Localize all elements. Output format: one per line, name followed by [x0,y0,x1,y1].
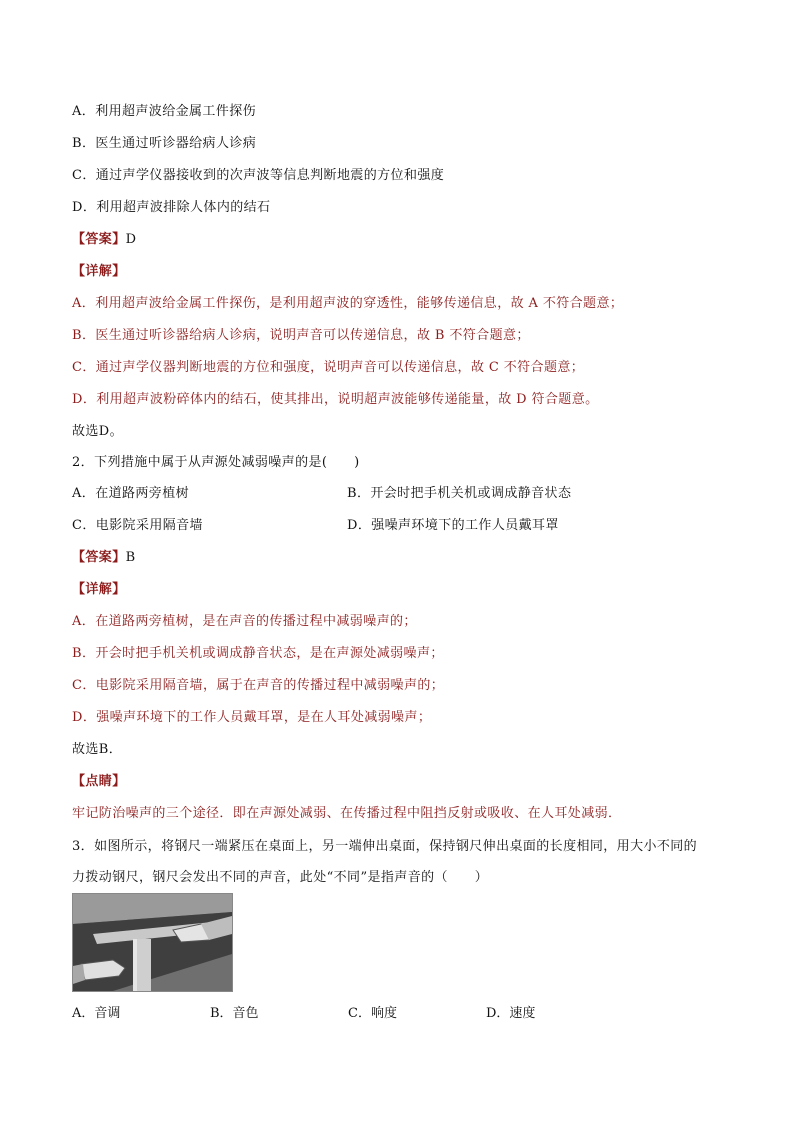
answer-tag: 【答案】 [72,232,126,247]
q2-detail-a: A．在道路两旁植树，是在声音的传播过程中减弱噪声的； [72,614,417,629]
q3-option-b: B．音色 [210,1006,259,1021]
q1-option-c: C．通过声学仪器接收到的次声波等信息判断地震的方位和强度 [72,168,445,183]
q1-option-d: D．利用超声波排除人体内的结石 [72,200,271,215]
q2-detail-d: D．强噪声环境下的工作人员戴耳罩，是在人耳处减弱噪声； [72,710,432,725]
q2-option-c: C．电影院采用隔音墙 [72,518,203,533]
q2-point: 牢记防治噪声的三个途径．即在声源处减弱、在传播过程中阻挡反射或吸收、在人耳处减弱． [72,806,622,821]
q1-detail-a: A．利用超声波给金属工件探伤，是利用超声波的穿透性，能够传递信息，故 A 不符合题意； [72,296,624,311]
answer-value: D [125,232,137,247]
q1-option-b: B．医生通过听诊器给病人诊病 [72,136,257,151]
q2-detail-c: C．电影院采用隔音墙，属于在声音的传播过程中减弱噪声的； [72,678,445,693]
ruler-on-desk-illustration [73,894,232,991]
q2-point-tag: 【点睛】 [72,774,126,789]
q1-detail-d: D．利用超声波粉碎体内的结石，使其排出，说明超声波能够传递能量，故 D 符合题意。 [72,392,599,407]
q2-options-row-1 [72,485,722,503]
ruler-on-desk-photo [72,893,233,992]
q2-detail-b: B．开会时把手机关机或调成静音状态，是在声源处减弱噪声； [72,646,444,661]
q1-answer [72,231,136,249]
q2-detail-tag: 【详解】 [72,582,126,597]
q1-detail-tag: 【详解】 [72,264,126,279]
q1-detail-c: C．通过声学仪器判断地震的方位和强度，说明声音可以传递信息，故 C 不符合题意； [72,360,585,375]
q2-options-row-2 [72,517,722,535]
q3-option-a: A．音调 [72,1006,121,1021]
answer-value: B [125,550,136,565]
q3-option-d: D．速度 [486,1006,536,1021]
q3-stem-line-2: 力拨动钢尺，钢尺会发出不同的声音，此处“不同”是指声音的（ ） [72,870,489,885]
q2-stem: 2．下列措施中属于从声源处减弱噪声的是( ) [72,455,360,470]
q2-option-b: B．开会时把手机关机或调成静音状态 [347,486,572,501]
q2-conclusion: 故选B． [72,742,123,757]
q3-stem-line-1: 3．如图所示，将钢尺一端紧压在桌面上，另一端伸出桌面，保持钢尺伸出桌面的长度相同，用大小不同的 [72,839,698,854]
q3-option-c: C．响度 [348,1006,397,1021]
answer-tag: 【答案】 [72,550,126,565]
q1-conclusion: 故选D。 [72,424,124,439]
q1-option-a: A．利用超声波给金属工件探伤 [72,104,256,119]
q2-option-a: A．在道路两旁植树 [72,486,189,501]
q2-answer [72,549,136,567]
q1-detail-b: B．医生通过听诊器给病人诊病，说明声音可以传递信息，故 B 不符合题意； [72,328,530,343]
q2-option-d: D．强噪声环境下的工作人员戴耳罩 [347,518,559,533]
